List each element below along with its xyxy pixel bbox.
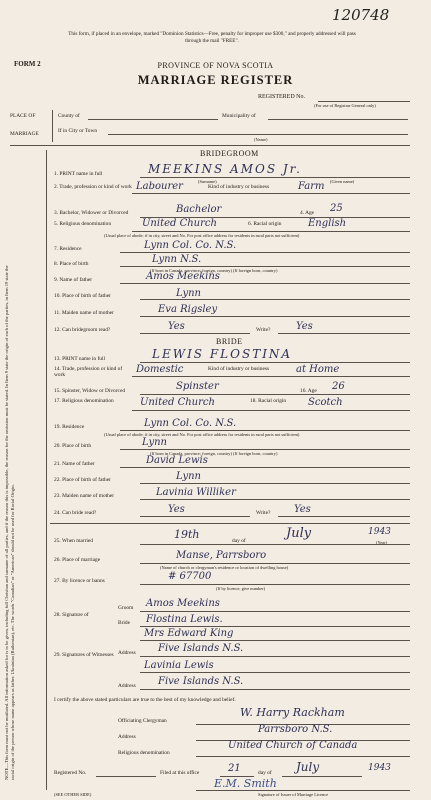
bride-birth-caption: (If born in Canada, province; foreign, country) (If foreign born, country): [150, 451, 278, 456]
signature-of-label: 28. Signature of: [54, 612, 89, 618]
bride-write-label: Write?: [256, 510, 271, 516]
groom-religion-label: 5. Religious denomination: [54, 221, 112, 227]
bride-age-value: 26: [332, 381, 345, 392]
groom-usual-place-caption: (Usual place of abode; if in city, street and No. For post office address for residents in rural parts not sufficient): [104, 233, 300, 238]
bride-father-label: 21. Name of father: [54, 461, 95, 467]
bride-name-value: LEWIS FLOSTINA: [152, 347, 293, 361]
certify-text: I certify the above stated particulars are true to the best of my knowledge and belief.: [54, 697, 236, 703]
licence-caption: (If by licence, give number): [216, 586, 266, 591]
clergy-address-label: Address: [118, 734, 136, 740]
groom-trade-value: Labourer: [136, 181, 183, 192]
bridegroom-heading: BRIDEGROOM: [200, 149, 259, 158]
registered-no-note: (For use of Registrar General only): [314, 103, 376, 108]
name-caption: (Name): [254, 137, 268, 142]
bride-father-birth-value: Lynn: [176, 471, 201, 482]
groom-birth-caption: (If born in Canada, province; foreign, country) (If foreign born, country): [150, 268, 278, 273]
groom-religion-value: United Church: [142, 218, 217, 229]
place-caption: (Name of church or clergyman's residence or location of dwelling house): [160, 565, 289, 570]
groom-racial-label: 6. Racial origin: [248, 221, 282, 227]
groom-age-value: 25: [330, 203, 343, 214]
groom-print-label: 1. PRINT name in full: [54, 171, 103, 177]
day-value: 19th: [174, 528, 200, 541]
groom-father-value: Amos Meekins: [146, 271, 220, 282]
groom-industry-value: Farm: [298, 181, 325, 192]
groom-residence-value: Lynn Col. Co. N.S.: [144, 240, 237, 251]
bride-read-value: Yes: [168, 504, 185, 515]
groom-read-value: Yes: [168, 321, 185, 332]
year-caption: (Year): [376, 540, 388, 545]
bride-racial-value: Scotch: [308, 397, 343, 408]
city-label: If in City or Town: [58, 128, 98, 134]
province-heading: PROVINCE OF NOVA SCOTIA: [157, 61, 274, 70]
groom-father-label: 9. Name of father: [54, 277, 93, 283]
bride-industry-value: at Home: [296, 364, 340, 375]
marriage-label: MARRIAGE: [10, 131, 39, 137]
clergyman-label: Officiating Clergyman: [118, 718, 167, 724]
issuer-caption: Signature of Issuer of Marriage Licence: [258, 792, 329, 797]
groom-surname-caption: (Surname): [198, 179, 217, 184]
denomination-label: Religious denomination: [118, 750, 170, 756]
bride-residence-caption: (Usual place of abode; if in city, street and No. For post office address for residents in rural parts not sufficient): [104, 432, 300, 437]
groom-racial-value: English: [308, 218, 347, 229]
when-married-label: 25. When married: [54, 538, 93, 544]
address2-label: Address: [118, 683, 136, 689]
groom-father-birth-value: Lynn: [176, 288, 201, 299]
groom-residence-label: 7. Residence: [54, 246, 82, 252]
denomination-value: United Church of Canada: [228, 740, 358, 751]
filed-month: July: [296, 760, 320, 774]
clergyman-signature: W. Harry Rackham: [240, 706, 345, 719]
bride-heading: BRIDE: [216, 337, 243, 346]
bride-age-label: 16. Age: [300, 388, 317, 394]
mailing-notice: This form, if placed in an envelope, marked "Dominion Statistics—Free, penalty for improper use $300," and properly addressed will pass through the mail "FREE".: [68, 31, 356, 44]
groom-mother-value: Eva Rigsley: [158, 304, 218, 315]
bride-read-label: 24. Can bride read?: [54, 510, 97, 516]
bride-sign-label: Bride: [118, 620, 130, 626]
address1-label: Address: [118, 650, 136, 656]
licence-label: 27. By licence or banns: [54, 578, 105, 584]
footer-registered-label: Registered No.: [54, 770, 87, 776]
bride-industry-label: Kind of industry or business: [208, 366, 270, 372]
bride-birth-label: 20. Place of birth: [54, 443, 92, 449]
groom-status-label: 3. Bachelor, Widower or Divorced: [54, 210, 129, 216]
county-label: County of: [58, 113, 80, 119]
month-value: July: [286, 526, 312, 541]
filed-day: 21: [228, 763, 241, 774]
groom-birth-value: Lynn N.S.: [152, 254, 202, 265]
witness-label: 29. Signatures of Witnesses: [54, 652, 114, 658]
groom-sign-label: Groom: [118, 605, 134, 611]
licence-value: # 67700: [168, 571, 212, 582]
page-title: MARRIAGE REGISTER: [137, 73, 294, 87]
witness1-signature: Mrs Edward King: [144, 628, 234, 639]
place-of-marriage-value: Manse, Parrsboro: [176, 550, 267, 561]
municipality-label: Municipality of: [222, 113, 256, 119]
filed-label: Filed at this office: [160, 770, 200, 776]
see-other-side: (SEE OTHER SIDE): [54, 792, 92, 797]
groom-industry-label: Kind of industry or business: [208, 184, 270, 190]
bride-trade-value: Domestic: [136, 364, 184, 375]
bride-signature: Flostina Lewis.: [146, 614, 223, 625]
bride-write-value: Yes: [294, 504, 311, 515]
place-of-label: PLACE OF: [10, 113, 36, 119]
groom-given-caption: (Given name): [330, 179, 355, 184]
groom-birth-label: 8. Place of birth: [54, 261, 89, 267]
address1-value: Five Islands N.S.: [158, 643, 244, 654]
bride-birth-value: Lynn: [142, 437, 167, 448]
witness2-signature: Lavinia Lewis: [144, 660, 214, 671]
bride-religion-label: 17. Religious denomination: [54, 398, 114, 404]
bride-mother-value: Lavinia Williker: [156, 487, 236, 498]
bride-racial-label: 18. Racial origin: [250, 398, 287, 404]
filed-day-of-label: day of: [258, 770, 272, 776]
groom-status-value: Bachelor: [176, 204, 222, 215]
groom-mother-label: 11. Maiden name of mother: [54, 310, 114, 316]
bride-trade-label: 14. Trade, profession or kind of work: [54, 366, 123, 378]
bride-status-label: 15. Spinster, Widow or Divorced: [54, 388, 126, 394]
clergy-address-value: Parrsboro N.S.: [258, 724, 333, 735]
bride-father-birth-label: 22. Place of birth of father: [54, 477, 111, 483]
side-note: NOTE—This form must not be mutilated. All information asked for is to be given, including full Christian and surname of all parties, and if the reason this is impossible, the reason for the omission must be stated. In Item 9 state the origin of each of the parties, in Item 19 state the racial origin of the person whose name appears as father. Ukrainian (Ruthenian), etc. The words "Canadian" or "American" should not be used for Racial Origin.: [4, 265, 15, 780]
bride-religion-value: United Church: [140, 397, 215, 408]
day-caption: day of: [232, 538, 246, 544]
bride-status-value: Spinster: [176, 381, 219, 392]
registered-no-label: REGISTERED No.: [258, 94, 305, 100]
issuer-signature: E.M. Smith: [214, 777, 277, 790]
form-label: FORM 2: [14, 60, 41, 68]
bride-father-value: David Lewis: [146, 455, 208, 466]
year-value: 1943: [368, 527, 391, 537]
place-of-marriage-label: 26. Place of marriage: [54, 557, 101, 563]
bride-residence-label: 19. Residence: [54, 424, 85, 430]
groom-name-value: MEEKINS AMOS Jr.: [148, 162, 302, 176]
groom-read-label: 12. Can bridegroom read?: [54, 327, 111, 333]
bride-print-label: 13. PRINT name in full: [54, 356, 105, 362]
groom-father-birth-label: 10. Place of birth of father: [54, 293, 111, 299]
groom-trade-label: 2. Trade, profession or kind of work: [54, 184, 132, 190]
archive-number: 120748: [332, 6, 390, 24]
bride-residence-value: Lynn Col. Co. N.S.: [144, 418, 237, 429]
bride-mother-label: 23. Maiden name of mother: [54, 493, 115, 499]
groom-signature: Amos Meekins: [146, 598, 220, 609]
groom-write-label: Write?: [256, 327, 271, 333]
address2-value: Five Islands N.S.: [158, 676, 244, 687]
groom-age-label: 4. Age: [300, 210, 315, 216]
groom-write-value: Yes: [296, 321, 313, 332]
filed-year: 1943: [368, 763, 391, 773]
